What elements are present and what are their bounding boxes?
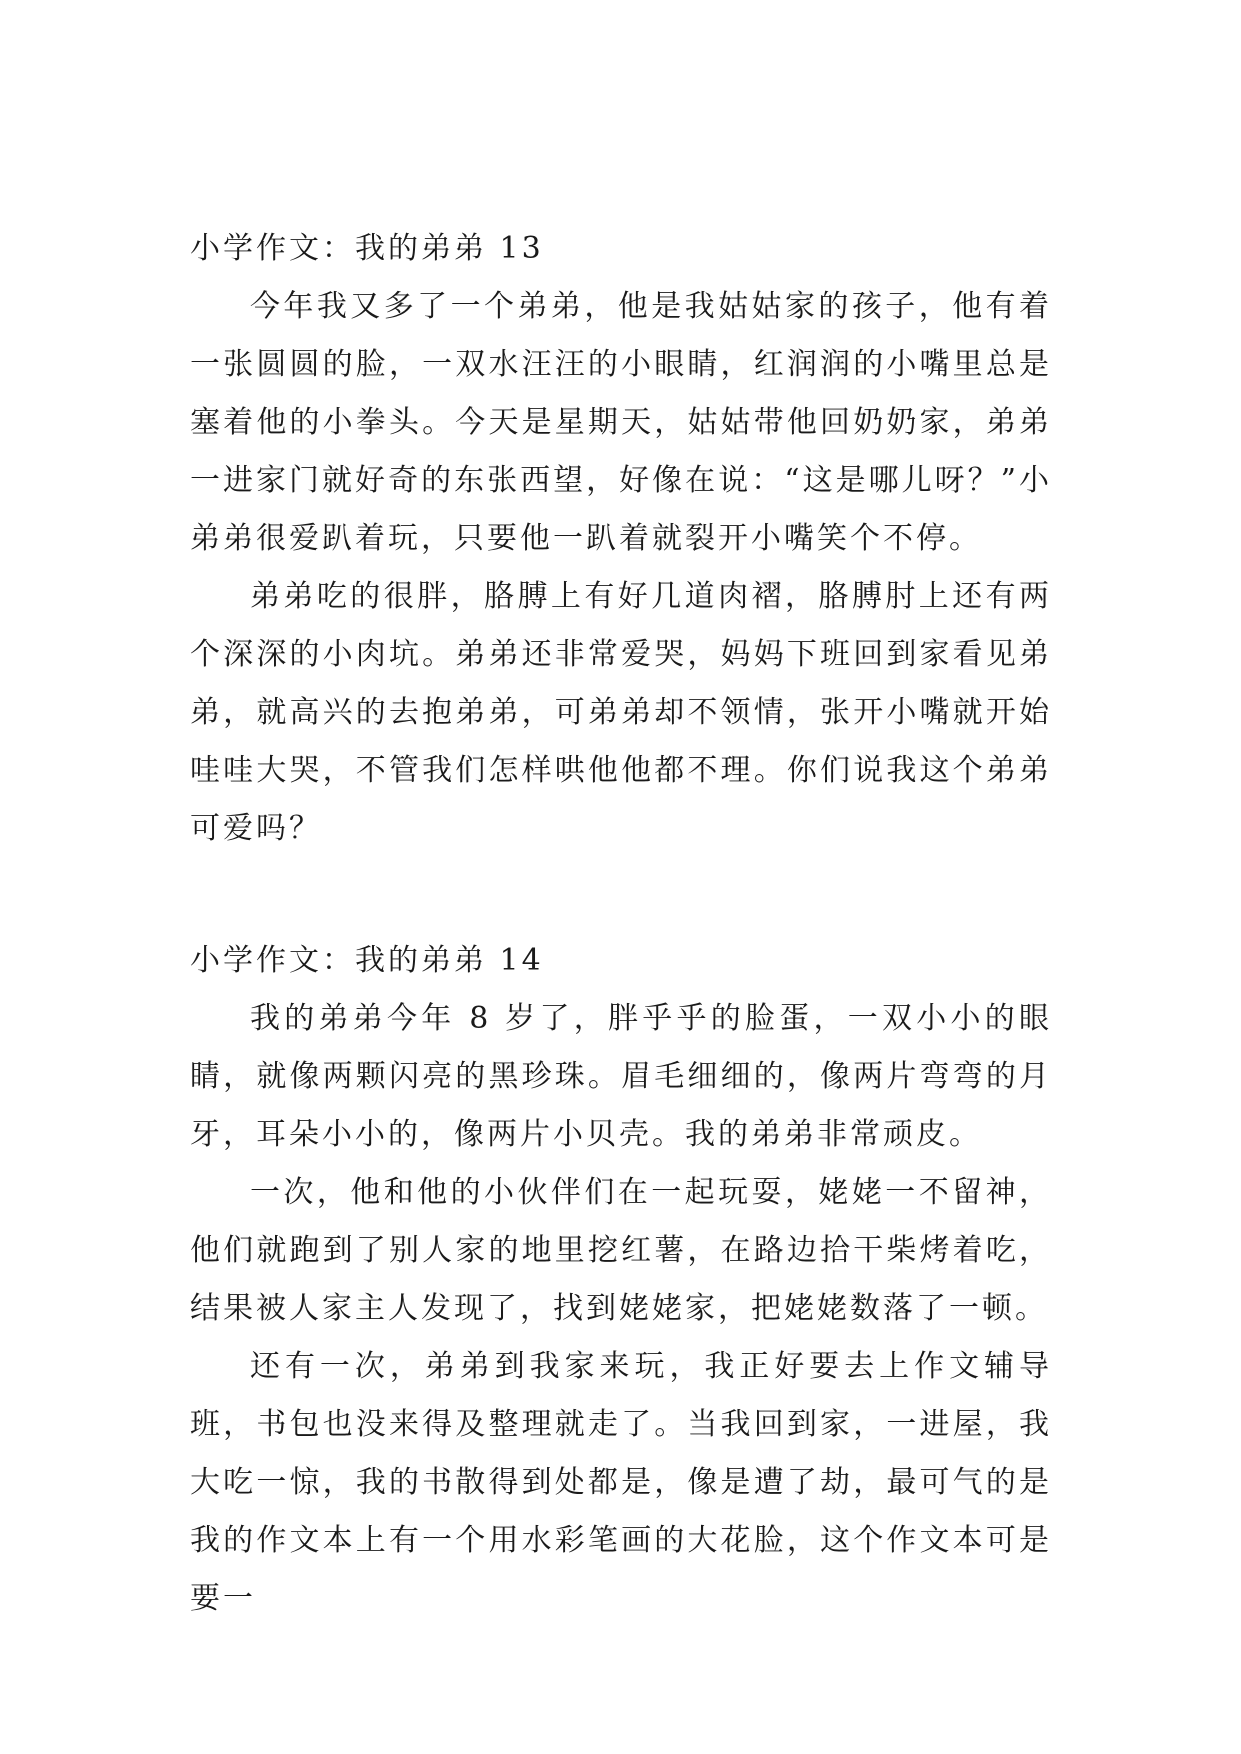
section-divider <box>190 858 1052 932</box>
essay-paragraph: 弟弟吃的很胖，胳膊上有好几道肉褶，胳膊肘上还有两个深深的小肉坑。弟弟还非常爱哭，妈妈下班回到家看见弟弟，就高兴的去抱弟弟，可弟弟却不领情，张开小嘴就开始哇哇大哭，不管我们怎样哄他他都不理。你们说我这个弟弟可爱吗？ <box>190 579 1052 846</box>
essay-paragraph: 我的弟弟今年 8 岁了，胖乎乎的脸蛋，一双小小的眼睛，就像两颗闪亮的黑珍珠。眉毛细细的，像两片弯弯的月牙，耳朵小小的，像两片小贝壳。我的弟弟非常顽皮。 <box>190 1001 1052 1152</box>
essay-title: 小学作文：我的弟弟 14 <box>190 943 544 978</box>
essay-paragraph: 一次，他和他的小伙伴们在一起玩耍，姥姥一不留神，他们就跑到了别人家的地里挖红薯，在路边拾干柴烤着吃，结果被人家主人发现了，找到姥姥家，把姥姥数落了一顿。 <box>190 1175 1052 1326</box>
essay-13 <box>190 220 1052 858</box>
essay-14 <box>190 932 1052 1628</box>
essay-paragraph: 还有一次，弟弟到我家来玩，我正好要去上作文辅导班，书包也没来得及整理就走了。当我回到家，一进屋，我大吃一惊，我的书散得到处都是，像是遭了劫，最可气的是我的作文本上有一个用水彩笔画的大花脸，这个作文本可是要一 <box>190 1349 1052 1616</box>
essay-title: 小学作文：我的弟弟 13 <box>190 231 544 266</box>
document-page <box>190 220 1052 1628</box>
essay-paragraph: 今年我又多了一个弟弟，他是我姑姑家的孩子，他有着一张圆圆的脸，一双水汪汪的小眼睛，红润润的小嘴里总是塞着他的小拳头。今天是星期天，姑姑带他回奶奶家，弟弟一进家门就好奇的东张西望，好像在说：“这是哪儿呀？”小弟弟很爱趴着玩，只要他一趴着就裂开小嘴笑个不停。 <box>190 289 1052 556</box>
